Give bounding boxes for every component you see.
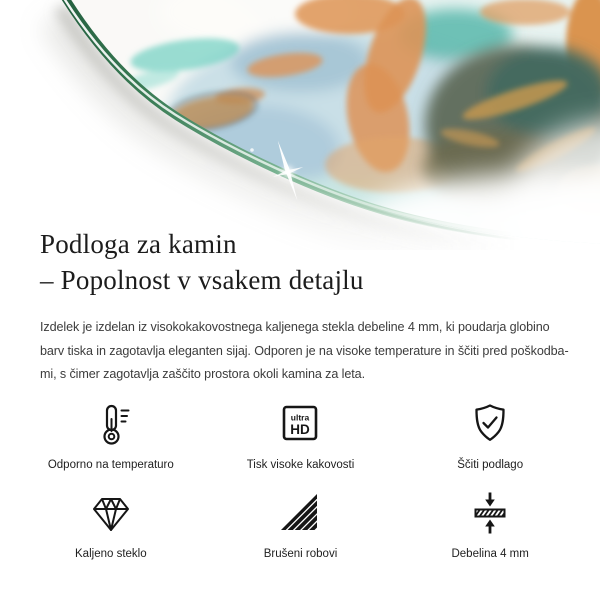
description-line-1: Izdelek je izdelan iz visokokakovostnega kaljenega stekla debeline 4 mm, ki poudarja globino — [40, 320, 550, 334]
feature-thickness-4mm — [395, 488, 585, 561]
thermometer-icon — [87, 400, 135, 448]
feature-label: Ščiti podlago — [457, 459, 524, 471]
feature-high-quality-print — [206, 399, 396, 472]
product-hero-image — [0, 0, 600, 250]
polished-edges-icon — [276, 489, 324, 537]
shield-check-icon — [466, 400, 514, 448]
ultra-hd-icon — [276, 400, 324, 448]
feature-label: Odporno na temperaturo — [47, 459, 174, 471]
thickness-icon — [466, 489, 514, 537]
diamond-icon — [87, 489, 135, 537]
feature-label: Tisk visoke kakovosti — [246, 459, 355, 471]
feature-protects-base — [395, 399, 585, 472]
description-line-2: barv tiska in zagotavlja eleganten sijaj. Odporen je na visoke temperature in ščiti pred poškodba- — [40, 343, 569, 358]
page-title-line-1: Podloga za kamin — [40, 229, 237, 259]
product-description — [40, 316, 575, 387]
svg-text:ultra: ultra — [291, 412, 310, 423]
glass-panel-image — [0, 0, 600, 250]
page-title — [40, 226, 575, 298]
features-grid — [16, 399, 585, 561]
feature-label: Debelina 4 mm — [451, 548, 529, 560]
feature-tempered-glass — [16, 488, 206, 561]
feature-temperature-resistant — [16, 399, 206, 472]
page-title-line-2: – Popolnost v vsakem detajlu — [40, 265, 364, 295]
feature-polished-edges — [206, 488, 396, 561]
feature-label: Brušeni robovi — [263, 548, 338, 560]
product-info-section — [40, 226, 575, 387]
description-line-3: mi, s čimer zagotavlja zaščito prostora okoli kamina za leta. — [40, 367, 365, 381]
sparkle-glint-small — [250, 148, 254, 152]
feature-label: Kaljeno steklo — [75, 548, 147, 560]
svg-text:HD: HD — [290, 422, 311, 437]
